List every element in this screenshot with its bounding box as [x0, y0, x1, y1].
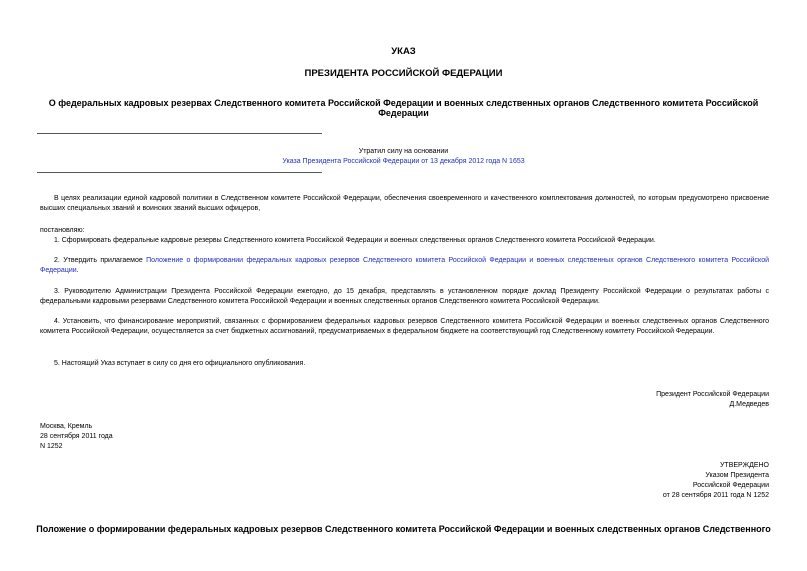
preamble-paragraph: В целях реализации единой кадровой политики в Следственном комитете Российской Федерации, обеспечения своевременного и качественного комплектования должностей, по которым предусмотрено присвоение высших специальных званий и воинских званий высших офицеров, [40, 195, 769, 212]
repeal-notice-text: Утратил силу на основании [358, 148, 449, 155]
decree-number: N 1252 [40, 443, 63, 450]
item-1: 1. Сформировать федеральные кадровые резервы Следственного комитета Российской Федерации и военных следственных органов Следственного комитета Российской Федерации. [54, 237, 656, 244]
document-subject-line1: О федеральных кадровых резервах Следственного комитета Российской Федерации и военных следственных органов Следственного комитета Российской [48, 98, 759, 108]
approved-country: Российской Федерации [692, 482, 769, 489]
date: 28 сентября 2011 года [40, 433, 113, 440]
document-issuer-title: ПРЕЗИДЕНТА РОССИЙСКОЙ ФЕДЕРАЦИИ [304, 68, 503, 79]
repeal-notice-link[interactable]: Указа Президента Российской Федерации от 13 декабря 2012 года N 1653 [282, 158, 525, 165]
notice-top-divider [37, 133, 322, 134]
annex-title: Положение о формировании федеральных кадровых резервов Следственного комитета Российской Федерации и военных следственных органов Следственного [36, 524, 771, 534]
regulation-link[interactable]: Положение о формировании федеральных кадровых резервов Следственного комитета Российской Федерации и военных следственных органов Следственного комитета Российской Федерации [40, 257, 770, 274]
approved-by: Указом Президента [705, 472, 769, 479]
signature-position: Президент Российской Федерации [656, 391, 769, 398]
signature-name: Д.Медведев [729, 401, 769, 408]
decree-word: постановляю: [40, 227, 85, 234]
document-type-title: УКАЗ [391, 46, 416, 57]
item-5: 5. Настоящий Указ вступает в силу со дня его официального опубликования. [54, 360, 306, 367]
item-3: 3. Руководителю Администрации Президента Российской Федерации ежегодно, до 15 декабря, представлять в установленном порядке доклад Президенту Российской Федерации о результатах работы с федеральными кадровыми резервами Следственного комитета Российской Федерации и военных следственных органов Следственного комитета Российской Федерации. [40, 288, 769, 305]
notice-bottom-divider [37, 172, 322, 173]
item-4: 4. Установить, что финансирование мероприятий, связанных с формированием федеральных кадровых резервов Следственного комитета Российской Федерации и военных следственных органов Следственного комитета Российской Федерации, осуществляется за счет бюджетных ассигнований, предусматриваемых в федеральном бюджете на соответствующий год Следственному комитету Российской Федерации. [40, 318, 769, 335]
document-subject-line2: Федерации [378, 108, 429, 118]
approved-label: УТВЕРЖДЕНО [719, 462, 769, 469]
place: Москва, Кремль [40, 423, 93, 430]
item-2 [40, 256, 769, 276]
item-2-suffix: . [76, 267, 79, 274]
approved-date: от 28 сентября 2011 года N 1252 [662, 492, 769, 499]
item-2-prefix: 2. Утвердить прилагаемое [54, 257, 147, 264]
